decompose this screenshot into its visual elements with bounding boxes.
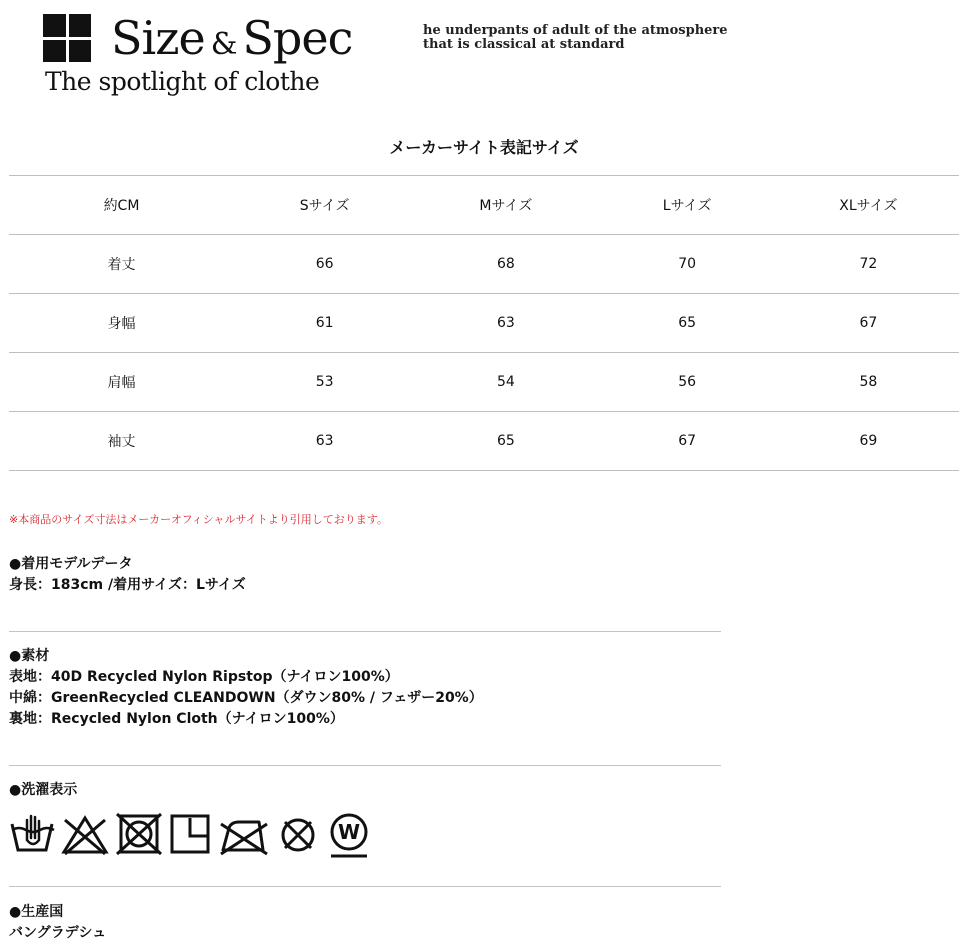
table-cell: 58 [778,353,959,412]
table-row [9,412,959,471]
origin-section [9,902,106,944]
care-section [9,780,77,801]
origin-value: バングラデシュ [9,925,107,941]
no-iron-icon [215,810,273,858]
table-cell: 袖丈 [9,412,234,471]
care-heading: ●洗濯表示 [9,782,78,798]
no-tumble-dry-icon [111,810,165,858]
table-cell: 65 [415,412,596,471]
table-cell: 67 [597,412,778,471]
no-dry-clean-icon [273,810,323,858]
wet-clean-mild-icon [323,810,375,860]
table-cell: 69 [778,412,959,471]
material-heading: ●素材 [9,648,50,664]
table-header-cell: Lサイズ [597,176,778,235]
hand-wash-icon [9,810,59,858]
table-cell: 63 [234,412,415,471]
no-bleach-icon [59,810,111,858]
table-cell: 53 [234,353,415,412]
size-table-title: メーカーサイト表記サイズ [389,138,579,157]
table-cell: 65 [597,294,778,353]
divider [9,631,721,632]
divider [9,886,721,887]
table-cell: 着丈 [9,235,234,294]
table-header-cell: Mサイズ [415,176,596,235]
material-section [9,646,483,730]
table-cell: 54 [415,353,596,412]
brand-title: Size & Spec [111,11,353,65]
model-heading: ●着用モデルデータ [9,556,133,572]
brand-description: he underpants of adult of the atmosphere that is classical at standard [423,23,728,52]
table-cell: 63 [415,294,596,353]
table-row [9,353,959,412]
table-cell: 66 [234,235,415,294]
care-icons [9,810,375,858]
table-cell: 68 [415,235,596,294]
line-dry-shade-icon [165,810,215,858]
table-cell: 72 [778,235,959,294]
table-row [9,235,959,294]
table-cell: 67 [778,294,959,353]
model-line: 身長：183cm /着用サイズ：Lサイズ [9,577,246,593]
table-cell: 身幅 [9,294,234,353]
divider [9,765,721,766]
size-note: ※本商品のサイズ寸法はメーカーオフィシャルサイトより引用しております。 [9,513,388,526]
origin-heading: ●生産国 [9,904,64,920]
table-cell: 70 [597,235,778,294]
table-header-cell: Sサイズ [234,176,415,235]
table-row [9,294,959,353]
table-cell: 61 [234,294,415,353]
table-cell: 肩幅 [9,353,234,412]
table-header-cell: XLサイズ [778,176,959,235]
model-section [9,554,246,596]
material-line: 表地：40D Recycled Nylon Ripstop（ナイロン100%） [9,669,399,685]
size-table [9,175,959,471]
table-header-cell: 約CM [9,176,234,235]
material-line: 中綿：GreenRecycled CLEANDOWN（ダウン80% / フェザー20%） [9,690,483,706]
brand-tagline: The spotlight of clothe [45,67,320,96]
brand-logo-icon [43,14,91,62]
table-cell: 56 [597,353,778,412]
table-header-row [9,176,959,235]
material-line: 裏地：Recycled Nylon Cloth（ナイロン100%） [9,711,344,727]
svg-text:W: W [337,820,361,844]
